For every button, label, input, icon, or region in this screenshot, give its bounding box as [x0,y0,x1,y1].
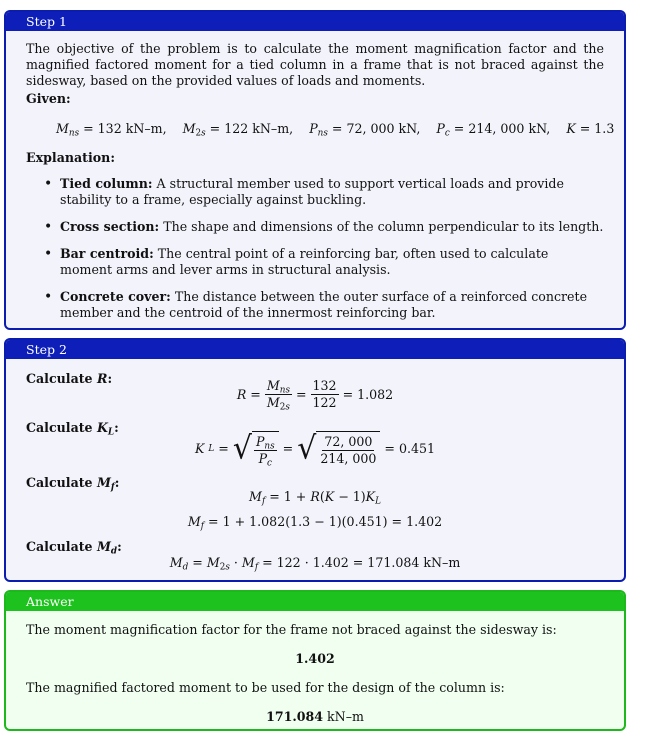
list-item: • Bar centroid: The central point of a reinforcing bar, often used to calculate moment arms and lever arms in structural analysis. [26,246,604,278]
kl-equation: K L = √ $\frac{P_{ns}}{P_c}$ = √ $\frac{72, 000}{214, 000}$ = 0.451 [194,430,436,469]
step1-intro: The objective of the problem is to calculate the moment magnification factor and the magnified factored moment for a tied column in a frame that is not braced against the sidesway, based on the provided values of loads and moments. [26,41,604,88]
answer-line-2: The magnified factored moment to be used for the design of the column is: [26,680,505,695]
calc-kl-label: Calculate $K_L$: [26,420,119,438]
explanation-list [26,176,604,321]
answer-value-2: 171.084 kN–m [266,709,364,724]
explanation-label: Explanation: [26,150,115,165]
list-item: • Tied column: A structural member used to support vertical loads and provide stability to a frame, especially against buckling. [26,176,604,208]
calc-md-label: Calculate $M_d$: [26,539,122,557]
answer-line-1: The moment magnification factor for the frame not braced against the sidesway is: [26,622,557,637]
step1-box [4,10,626,330]
step2-header: Step 2 [6,340,624,359]
calc-r-label: Calculate R: [26,371,113,386]
mf-equation-1: $M_f = 1 + R(K - 1)K_L$ [249,489,381,507]
step2-box [4,338,626,582]
answer-header: Answer [6,592,624,611]
calc-mf-label: Calculate $M_f$: [26,475,120,493]
mf-equation-2: $M_f = 1 + 1.082(1.3 - 1)(0.451) = 1.402$ [187,514,443,532]
md-equation: $M_d = M_{2s} \cdot M_f = 122 \cdot 1.402 = 171.084$ kN–m [169,555,461,573]
list-item: • Cross section: The shape and dimensions of the column perpendicular to its length. [26,219,604,235]
r-equation: R = $\frac{M_{ns}}{M_{2s}}$ = $\frac{132}{122}$ = 1.082 [236,378,394,413]
given-values: $M_{ns} = 132$ kN–m, $M_{2s} = 122$ kN–m, $P_{ns} = 72$, 000 kN, $P_c = 214$, 000 kN, K = 1.3 [56,121,615,139]
given-label: Given: [26,91,71,106]
list-item: • Concrete cover: The distance between the outer surface of a reinforced concrete member and the centroid of the innermost reinforcing bar. [26,289,604,321]
answer-value-1: 1.402 [295,651,335,666]
step1-header: Step 1 [6,12,624,31]
answer-box [4,590,626,731]
